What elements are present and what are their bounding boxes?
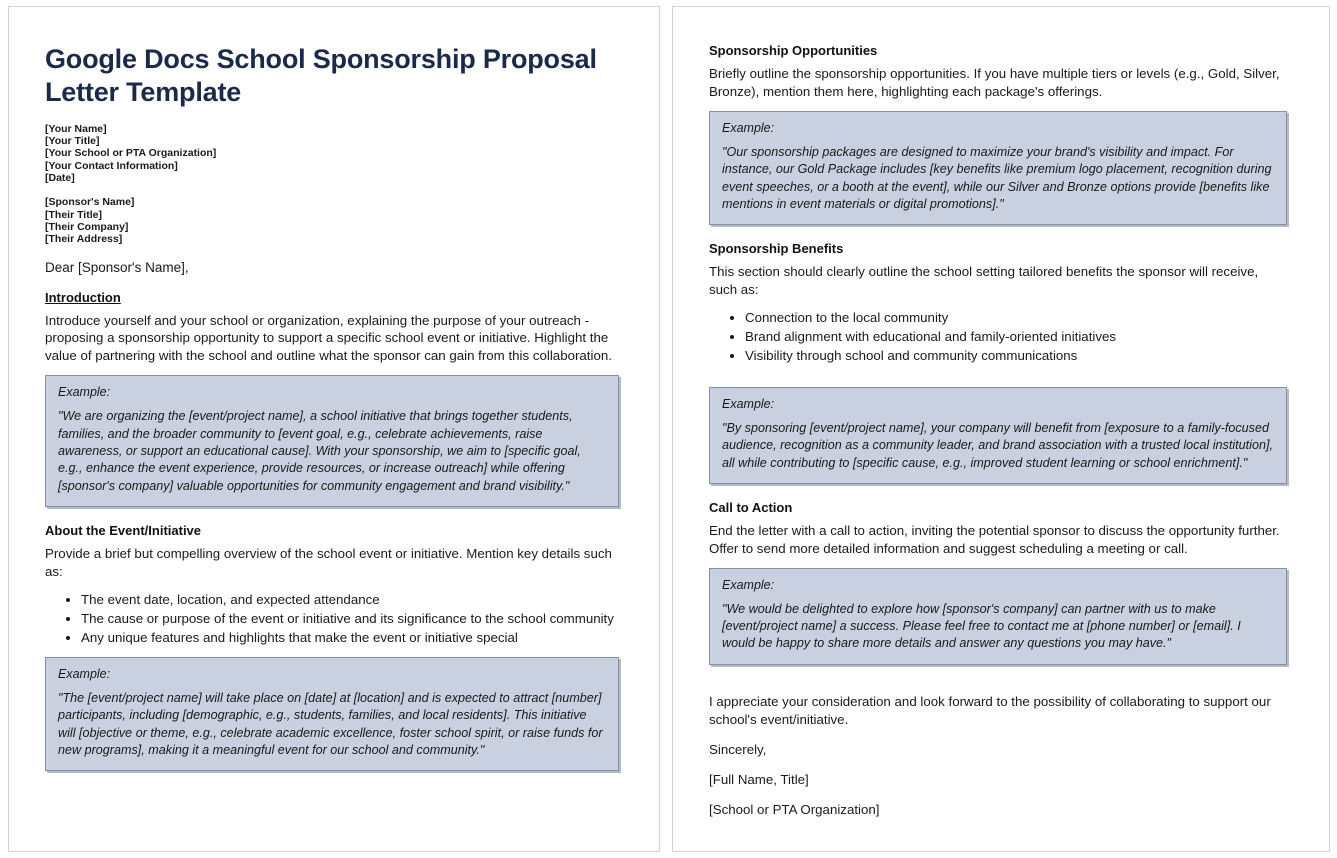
benefits-spacer — [709, 375, 1287, 383]
section-body-benefits: This section should clearly outline the school setting tailored benefits the sponsor will receive, such as: — [709, 264, 1259, 298]
list-item: • Visibility through school and community communications — [745, 347, 1287, 365]
example-text-about-event: "The [event/project name] will take place on [date] at [location] and is expected to attract [number] participants, including [demographic, e.g., students, families, and local residents]. This initiative will [objective or theme, e.g., celebrate academic excellence, foster school spirit, or raise funds for new programs], making it a meaningful event for our school and community." — [58, 690, 603, 757]
sender-line: [Your Name] — [45, 122, 107, 135]
section-body-opportunities: Briefly outline the sponsorship opportunities. If you have multiple tiers or levels (e.g., Gold, Silver, Bronze), mention them here, highlighting each package's offerings. — [709, 65, 1280, 99]
sender-line: [Your Title] — [45, 135, 100, 148]
sender-address-block — [45, 123, 619, 184]
section-body-about-event: Provide a brief but compelling overview of the school event or initiative. Mention key details such as: — [45, 546, 612, 580]
page-title: Google Docs School Sponsorship Proposal Letter Template — [45, 44, 597, 107]
example-label: Example: — [722, 120, 775, 135]
example-label: Example: — [58, 385, 111, 400]
example-text-benefits: "By sponsoring [event/project name], your company will benefit from [exposure to a family-focused audience, recognition as a community leader, and brand association with a trusted local institution], all while contributing to [specific cause, e.g., improved student learning or school enrichment]." — [722, 420, 1273, 470]
recipient-line: [Their Company] — [45, 220, 129, 233]
example-box-about-event — [45, 657, 619, 772]
bullet-list-about-event — [45, 591, 619, 647]
list-item: • Any unique features and highlights that make the event or initiative special — [81, 629, 619, 647]
sender-line: [Date] — [45, 172, 75, 184]
list-item: • The cause or purpose of the event or initiative and its significance to the school community — [81, 610, 619, 628]
address-gap — [45, 184, 619, 196]
sender-line: [Your Contact Information] — [45, 159, 178, 172]
recipient-line: [Their Address] — [45, 233, 123, 246]
section-body-introduction: Introduce yourself and your school or organization, explaining the purpose of your outreach - proposing a sponsorship opportunity to support a specific school event or initiative. Highlight the value of partnering with the school and outline what the sponsor can gain from this collaboration. — [45, 312, 612, 364]
example-label: Example: — [722, 396, 775, 411]
document-page-1 — [8, 6, 660, 852]
list-item: • Brand alignment with educational and family-oriented initiatives — [745, 328, 1287, 346]
list-item: • The event date, location, and expected attendance — [81, 591, 619, 609]
section-heading-call-to-action: Call to Action — [709, 499, 793, 515]
recipient-address-block — [45, 196, 619, 245]
example-label: Example: — [58, 666, 111, 681]
example-box-introduction — [45, 375, 619, 507]
closing-name: [Full Name, Title] — [709, 771, 809, 787]
example-box-call-to-action — [709, 568, 1287, 665]
recipient-line: [Their Title] — [45, 208, 102, 221]
list-item: • Connection to the local community — [745, 309, 1287, 327]
example-text-opportunities: "Our sponsorship packages are designed to maximize your brand's visibility and impact. For instance, our Gold Package includes [key benefits like premium logo placement, recognition during event speeches, or a booth at the event], while our Silver and Bronze options provide [benefits like mentions in event materials or digital promotions]." — [722, 144, 1272, 211]
closing-spacer — [709, 681, 1287, 693]
sender-line: [Your School or PTA Organization] — [45, 147, 217, 160]
section-heading-opportunities: Sponsorship Opportunities — [709, 43, 878, 58]
example-box-opportunities — [709, 111, 1287, 226]
section-heading-benefits: Sponsorship Benefits — [709, 241, 844, 257]
section-heading-about-event: About the Event/Initiative — [45, 523, 202, 539]
example-text-introduction: "We are organizing the [event/project name], a school initiative that brings together students, families, and the broader community to [event goal, e.g., celebrate achievements, raise awareness, or support an educational cause]. With your sponsorship, we aim to [specific goal, e.g., enhance the event experience, provide resources, or increase outreach] while offering [sponsor's company] valuable opportunities for community engagement and brand visibility." — [58, 409, 581, 493]
salutation: Dear [Sponsor's Name], — [45, 260, 189, 276]
example-text-call-to-action: "We would be delighted to explore how [sponsor's company] can partner with us to make [event/project name] a success. Please feel free to contact me at [phone number] or [email]. I would be happy to share more details and answer any questions you may have." — [722, 601, 1241, 651]
section-heading-introduction: Introduction — [45, 289, 121, 305]
bullet-list-benefits — [709, 309, 1287, 365]
example-label: Example: — [722, 577, 775, 592]
closing-signoff: Sincerely, — [709, 741, 767, 757]
closing-organization: [School or PTA Organization] — [709, 801, 880, 817]
example-box-benefits — [709, 387, 1287, 484]
document-page-2 — [672, 6, 1330, 852]
recipient-line: [Sponsor's Name] — [45, 196, 135, 209]
closing-appreciation: I appreciate your consideration and look forward to the possibility of collaborating to support our school's event/initiative. — [709, 693, 1271, 727]
section-body-call-to-action: End the letter with a call to action, inviting the potential sponsor to discuss the opportunity further. Offer to send more detailed information and suggest scheduling a meeting or call. — [709, 522, 1280, 556]
